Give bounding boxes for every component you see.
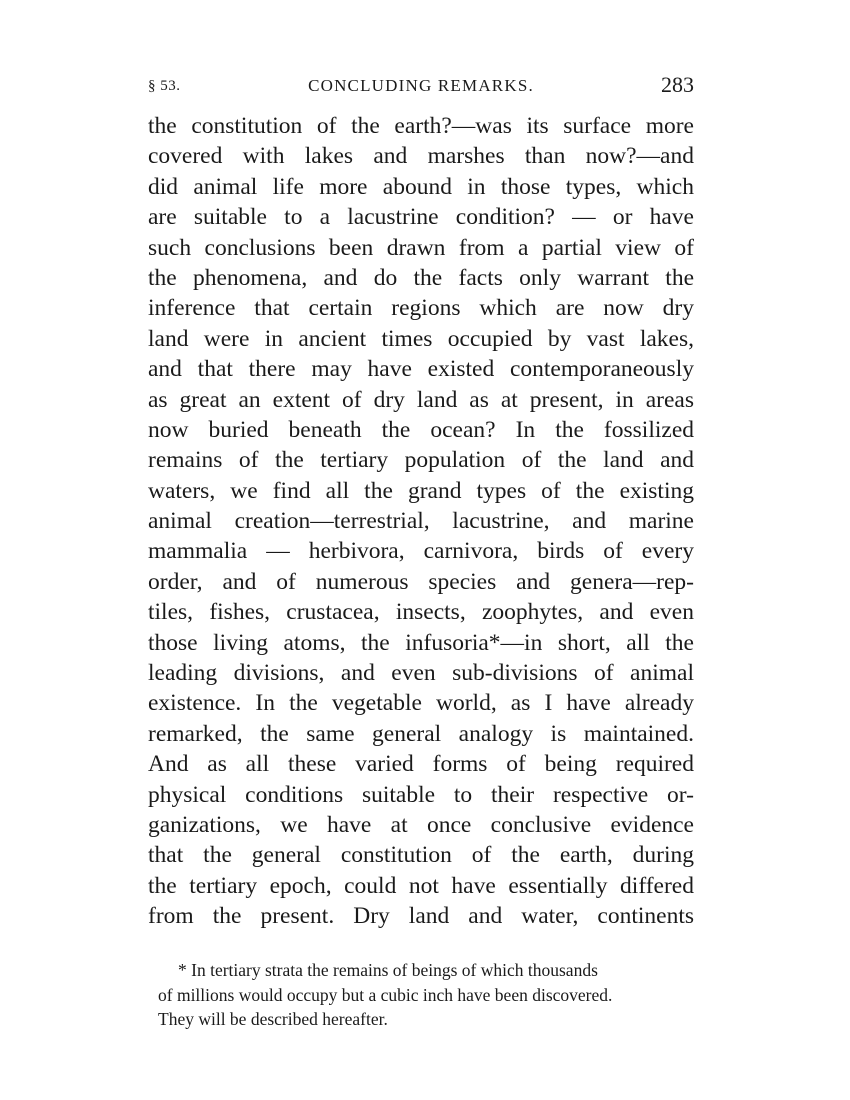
footnote-line: of millions would occupy but a cubic inch have been discovered. — [158, 984, 613, 1005]
text-line: physical conditions suitable to their respective or- — [148, 781, 694, 808]
text-line: and that there may have existed contemporaneously — [148, 356, 694, 383]
text-line: the phenomena, and do the facts only warrant the — [148, 264, 694, 291]
page-number: 283 — [661, 72, 694, 97]
section-number: § 53. — [148, 78, 181, 94]
chapter-title: CONCLUDING REMARKS. — [308, 76, 534, 95]
text-line: mammalia — herbivora, carnivora, birds of every — [148, 538, 694, 565]
text-line: land were in ancient times occupied by vast lakes, — [148, 325, 694, 352]
text-line: tiles, fishes, crustacea, insects, zoophytes, and even — [148, 599, 694, 626]
text-line: order, and of numerous species and genera—rep- — [148, 568, 694, 595]
text-line: waters, we find all the grand types of the existing — [148, 477, 694, 504]
text-line: remains of the tertiary population of the land and — [148, 447, 694, 474]
text-line: such conclusions been drawn from a partial view of — [148, 234, 694, 261]
text-line: did animal life more abound in those types, which — [148, 173, 694, 200]
text-line: now buried beneath the ocean? In the fossilized — [148, 416, 694, 443]
text-line: covered with lakes and marshes than now?—and — [148, 143, 694, 170]
text-line: the tertiary epoch, could not have essentially differed — [148, 872, 694, 899]
text-line: inference that certain regions which are now dry — [148, 295, 694, 322]
text-line: ganizations, we have at once conclusive evidence — [148, 811, 694, 838]
footnote — [158, 958, 698, 1032]
body-text — [148, 111, 694, 932]
text-line: those living atoms, the infusoria*—in short, all the — [148, 629, 694, 656]
footnote-line: * In tertiary strata the remains of beings of which thousands — [178, 960, 598, 980]
text-line: that the general constitution of the earth, during — [148, 842, 694, 869]
text-line: remarked, the same general analogy is maintained. — [148, 720, 694, 747]
text-line: existence. In the vegetable world, as I have already — [148, 690, 694, 717]
text-line: from the present. Dry land and water, continents — [148, 903, 694, 930]
footnote-line: They will be described hereafter. — [158, 1009, 388, 1029]
text-line: the constitution of the earth?—was its surface more — [148, 113, 694, 139]
text-line: are suitable to a lacustrine condition? — or have — [148, 204, 694, 231]
text-line: And as all these varied forms of being required — [148, 751, 694, 778]
running-head — [148, 72, 694, 102]
text-line: leading divisions, and even sub-divisions of animal — [148, 660, 694, 687]
text-line: as great an extent of dry land as at present, in areas — [148, 386, 694, 413]
text-line: animal creation—terrestrial, lacustrine, and marine — [148, 508, 694, 535]
